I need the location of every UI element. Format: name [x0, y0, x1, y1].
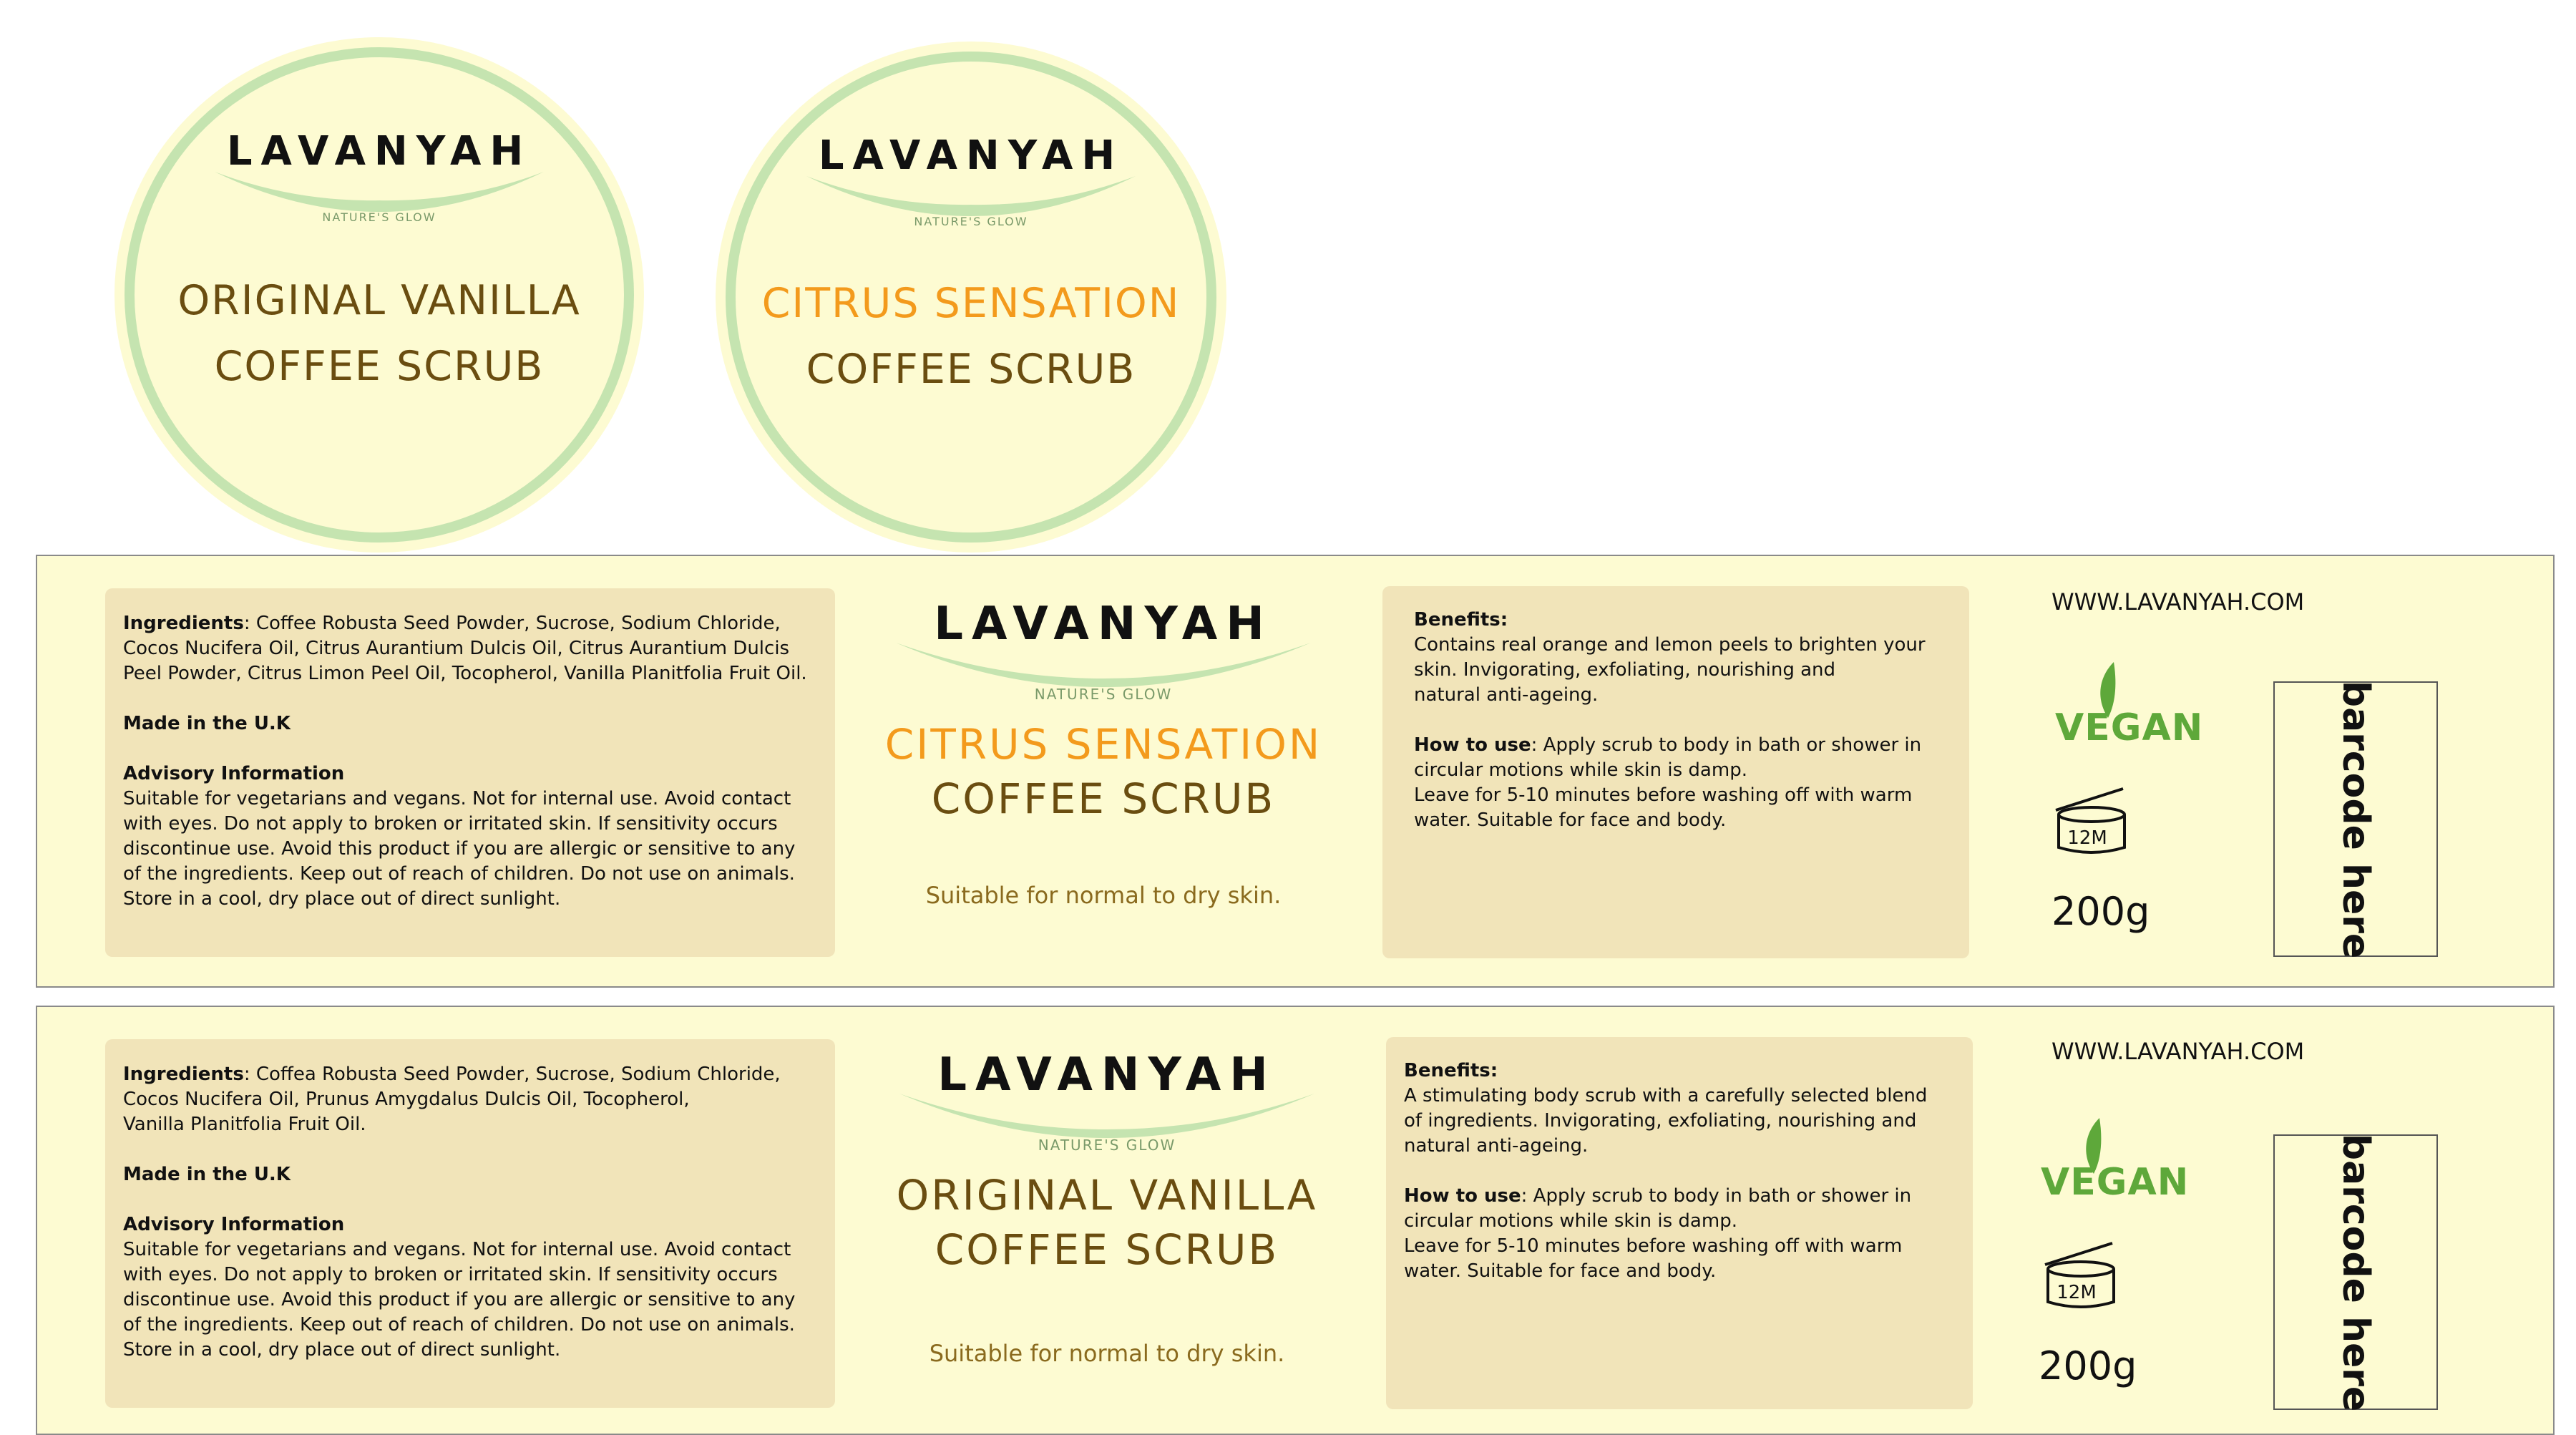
howto-line: circular motions while skin is damp.: [1404, 1210, 1737, 1232]
made-in: Made in the U.K: [123, 1164, 291, 1185]
made-in: Made in the U.K: [123, 713, 291, 734]
period-after-opening: 12M: [2057, 1282, 2097, 1303]
lid-title-line2: COFFEE SCRUB: [214, 343, 545, 390]
benefits-line: natural anti-ageing.: [1414, 684, 1599, 706]
brand-name: LAVANYAH: [934, 598, 1273, 651]
ingredients-heading: Ingredients: [123, 613, 244, 634]
brand-name: LAVANYAH: [818, 132, 1124, 179]
title-line2: COFFEE SCRUB: [935, 1225, 1279, 1274]
advisory-heading: Advisory Information: [123, 763, 345, 784]
ingredients-text: Ingredients: Coffee Robusta Seed Powder, Sucrose, Sodium Chloride,: [123, 613, 781, 634]
brand-tagline: NATURE'S GLOW: [914, 215, 1028, 228]
brand-tagline: NATURE'S GLOW: [1038, 1137, 1176, 1154]
lid-title-line1: ORIGINAL VANILLA: [177, 277, 581, 324]
wrap-label-citrus: [36, 555, 2555, 988]
howto-line: water. Suitable for face and body.: [1414, 809, 1727, 831]
brand-logo: [889, 595, 1318, 703]
howto-text: How to use: Apply scrub to body in bath or shower in: [1404, 1185, 1912, 1207]
benefits-line: natural anti-ageing.: [1404, 1135, 1589, 1157]
ingredients-panel: [105, 1039, 835, 1408]
benefits-line: skin. Invigorating, exfoliating, nourishing and: [1414, 659, 1836, 681]
barcode-placeholder: [2273, 1134, 2438, 1410]
brand-tagline: NATURE'S GLOW: [1034, 686, 1173, 703]
advisory-line: Suitable for vegetarians and vegans. Not for internal use. Avoid contact: [123, 788, 791, 809]
advisory-line: discontinue use. Avoid this product if you are allergic or sensitive to any: [123, 1289, 796, 1310]
howto-text: How to use: Apply scrub to body in bath or shower in: [1414, 734, 1922, 756]
period-after-opening: 12M: [2067, 827, 2107, 849]
website: WWW.LAVANYAH.COM: [2051, 1038, 2305, 1065]
wrap-label-vanilla: [36, 1006, 2555, 1435]
website: WWW.LAVANYAH.COM: [2051, 588, 2305, 616]
title-line1: CITRUS SENSATION: [884, 720, 1322, 769]
ingredients-line: Cocos Nucifera Oil, Prunus Amygdalus Dulcis Oil, Tocopherol,: [123, 1089, 690, 1110]
lid-title-line1: CITRUS SENSATION: [761, 280, 1181, 327]
skin-type-note: Suitable for normal to dry skin.: [929, 1340, 1285, 1367]
advisory-line: Suitable for vegetarians and vegans. Not for internal use. Avoid contact: [123, 1239, 791, 1260]
howto-line: Leave for 5-10 minutes before washing off with warm: [1414, 784, 1913, 806]
barcode-placeholder: [2273, 681, 2438, 957]
skin-type-note: Suitable for normal to dry skin.: [925, 882, 1282, 909]
benefits-heading: Benefits:: [1414, 609, 1508, 631]
brand-logo: [892, 1046, 1322, 1154]
product-title: [853, 717, 1354, 826]
advisory-line: with eyes. Do not apply to broken or irritated skin. If sensitivity occurs: [123, 1264, 778, 1285]
ingredients-line: Vanilla Planitfolia Fruit Oil.: [123, 1114, 366, 1135]
lid-label-vanilla: [114, 37, 644, 553]
lid-product-title: [716, 271, 1226, 402]
net-weight: 200g: [2039, 1343, 2137, 1388]
title-line1: ORIGINAL VANILLA: [896, 1171, 1318, 1220]
brand-logo: [799, 127, 1143, 228]
title-line2: COFFEE SCRUB: [931, 774, 1276, 823]
howto-line: water. Suitable for face and body.: [1404, 1260, 1717, 1282]
pao-jar: [2041, 1236, 2112, 1315]
product-title: [857, 1168, 1357, 1277]
lid-label-citrus: [716, 42, 1226, 553]
ingredients-line: Peel Powder, Citrus Limon Peel Oil, Tocopherol, Vanilla Planitfolia Fruit Oil.: [123, 663, 807, 684]
benefits-heading: Benefits:: [1404, 1060, 1498, 1081]
lid-product-title: [114, 268, 644, 399]
howto-heading: How to use: [1404, 1185, 1521, 1207]
benefits-panel: [1386, 1037, 1973, 1409]
pao-jar: [2051, 782, 2123, 860]
vegan-badge: VEGAN: [2055, 706, 2204, 749]
benefits-panel: [1382, 586, 1969, 958]
brand-name: LAVANYAH: [226, 128, 532, 175]
advisory-line: Store in a cool, dry place out of direct sunlight.: [123, 888, 561, 910]
benefits-line: of ingredients. Invigorating, exfoliating, nourishing and: [1404, 1110, 1917, 1132]
lid-title-line2: COFFEE SCRUB: [806, 346, 1136, 393]
benefits-line: A stimulating body scrub with a carefully selected blend: [1404, 1085, 1928, 1106]
brand-logo: [208, 123, 551, 223]
vegan-badge: VEGAN: [2041, 1161, 2190, 1204]
barcode-text: barcode here: [2334, 680, 2377, 958]
benefits-line: Contains real orange and lemon peels to brighten your: [1414, 634, 1926, 656]
advisory-line: Store in a cool, dry place out of direct sunlight.: [123, 1339, 561, 1361]
ingredients-text: Ingredients: Coffea Robusta Seed Powder, Sucrose, Sodium Chloride,: [123, 1064, 781, 1085]
brand-tagline: NATURE'S GLOW: [322, 210, 436, 224]
advisory-line: discontinue use. Avoid this product if you are allergic or sensitive to any: [123, 838, 796, 860]
brand-name: LAVANYAH: [937, 1049, 1277, 1101]
advisory-heading: Advisory Information: [123, 1214, 345, 1235]
howto-heading: How to use: [1414, 734, 1531, 756]
advisory-line: of the ingredients. Keep out of reach of children. Do not use on animals.: [123, 863, 795, 885]
advisory-line: with eyes. Do not apply to broken or irritated skin. If sensitivity occurs: [123, 813, 778, 835]
ingredients-panel: [105, 588, 835, 957]
advisory-line: of the ingredients. Keep out of reach of children. Do not use on animals.: [123, 1314, 795, 1336]
net-weight: 200g: [2051, 889, 2150, 934]
ingredients-line: Cocos Nucifera Oil, Citrus Aurantium Dulcis Oil, Citrus Aurantium Dulcis: [123, 638, 790, 659]
howto-line: circular motions while skin is damp.: [1414, 759, 1747, 781]
barcode-text: barcode here: [2334, 1133, 2377, 1411]
howto-line: Leave for 5-10 minutes before washing off with warm: [1404, 1235, 1903, 1257]
ingredients-heading: Ingredients: [123, 1064, 244, 1085]
